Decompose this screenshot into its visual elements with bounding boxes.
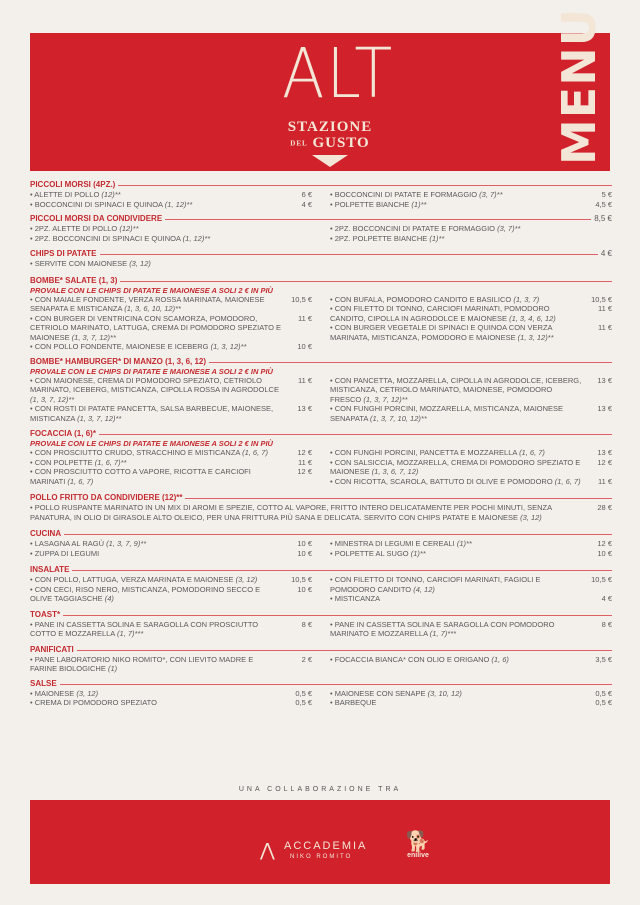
allergen-note: (1)**: [429, 233, 445, 243]
item-label: • BARBEQUE: [330, 698, 377, 707]
section-title: CHIPS DI PATATE: [30, 249, 100, 258]
item-text: [30, 503, 588, 522]
item-text: [30, 190, 288, 200]
logo-del: DEL: [290, 139, 308, 148]
item-price: 28 €: [597, 503, 612, 512]
item-price: 12 €: [297, 448, 312, 457]
item-label: • CON BURGER DI VENTRICINA CON SCAMORZA, POMODORO, CETRIOLO MARINATO, LATTUGA, CREMA DI POMODORO SPEZIATO E MAIONESE: [30, 313, 282, 342]
menu-item: [330, 575, 612, 594]
section-columns: [30, 655, 612, 674]
menu-item: [330, 295, 612, 305]
section-header: [30, 356, 612, 367]
item-label: • PANE IN CASSETTA SOLINA E SARAGOLLA CON PROSCIUTTO COTTO E MOZZARELLA: [30, 619, 259, 638]
item-text: [30, 585, 288, 604]
allergen-note: (1, 12)**: [164, 199, 193, 209]
column-left: [30, 575, 312, 604]
item-price: 4 €: [301, 199, 312, 209]
item-text: [30, 467, 288, 486]
allergen-note: (1, 3, 4, 6, 12): [509, 313, 556, 323]
menu-item: [330, 224, 612, 234]
item-price: 10 €: [297, 539, 312, 548]
section-header: [30, 213, 612, 224]
item-label: • ZUPPA DI LEGUMI: [30, 548, 100, 558]
section-header: [30, 609, 612, 620]
item-text: [30, 689, 288, 699]
column-right: [330, 620, 612, 639]
item-label: • BOCCONCINI DI PATATE E FORMAGGIO: [330, 190, 478, 199]
item-label: • CON BUFALA, POMODORO CANDITO E BASILICO: [330, 294, 512, 304]
footer-banner: [30, 786, 610, 884]
item-price: 11 €: [297, 313, 312, 323]
item-price: 11 €: [597, 476, 612, 486]
section-price: 8,5 €: [591, 213, 612, 224]
allergen-note: (1, 6): [491, 654, 509, 664]
item-text: [30, 620, 288, 639]
column-left: [30, 190, 312, 209]
allergen-note: (3, 12): [129, 259, 151, 268]
menu-item: [330, 304, 612, 323]
item-price: 12 €: [597, 457, 612, 467]
item-label: • 2PZ. BOCCONCINI DI SPINACI E QUINOA: [30, 233, 181, 243]
allergen-note: (1, 3, 12)**: [210, 342, 247, 351]
allergen-note: (1, 7)***: [116, 629, 144, 638]
item-price: 4,5 €: [595, 199, 612, 209]
item-text: [330, 448, 588, 458]
item-label: • FOCACCIA BIANCA* CON OLIO E ORIGANO: [330, 654, 490, 664]
allergen-note: (1, 3, 7, 10, 12)**: [370, 413, 427, 423]
section-columns: [30, 295, 612, 352]
menu-item: [30, 295, 312, 314]
item-label: • BOCCONCINI DI SPINACI E QUINOA: [30, 199, 163, 209]
item-price: 10,5 €: [591, 575, 612, 584]
item-text: [30, 342, 288, 352]
menu-item: [30, 655, 312, 674]
menu-item: [30, 539, 312, 549]
section-price: 4 €: [598, 248, 612, 259]
menu-section: [30, 644, 612, 674]
allergen-note: (1, 3, 6, 7, 12): [371, 467, 419, 476]
promo-text: PROVALE CON LE CHIPS DI PATATE E MAIONESE A SOLI 2 € IN PIÙ: [30, 366, 273, 376]
section-title: FOCACCIA (1, 6)*: [30, 429, 99, 438]
item-price: 10,5 €: [291, 575, 312, 584]
item-price: [588, 224, 612, 234]
menu-item: [330, 689, 612, 699]
item-price: [288, 259, 312, 269]
menu-section: [30, 428, 612, 486]
allergen-note: (1, 3, 12)**: [517, 332, 554, 342]
item-price: 13 €: [297, 404, 312, 413]
promo-text: PROVALE CON LE CHIPS DI PATATE E MAIONESE A SOLI 2 € IN PIÙ: [30, 439, 273, 448]
allergen-note: (3, 12): [520, 512, 542, 522]
item-label: • CREMA DI POMODORO SPEZIATO: [30, 698, 157, 707]
column-left: [30, 295, 312, 352]
section-title: PANIFICATI: [30, 645, 77, 654]
item-price: 10 €: [597, 548, 612, 558]
column-left: [30, 448, 312, 486]
allergen-note: (1)**: [456, 539, 472, 548]
menu-item: [30, 448, 312, 458]
item-price: 10,5 €: [591, 294, 612, 304]
item-price: 4 €: [601, 594, 612, 603]
menu-item: [330, 376, 612, 405]
allergen-note: (4, 12): [413, 584, 435, 594]
item-label: • CON ROSTI DI PATATE PANCETTA, SALSA BARBECUE, MAIONESE, MISTICANZA: [30, 404, 274, 423]
menu-title: MENU: [552, 7, 606, 165]
item-price: 10 €: [297, 342, 312, 351]
accademia-mark-icon: ⋀: [260, 840, 275, 861]
section-title: BOMBE* SALATE (1, 3): [30, 276, 120, 285]
logo-stazione: STAZIONE: [287, 119, 373, 135]
item-text: [30, 224, 288, 234]
item-text: [330, 458, 588, 477]
menu-item: [330, 404, 612, 423]
item-label: • PANE LABORATORIO NIKO ROMITO*, CON LIEVITO MADRE E FARINE BIOLOGICHE: [30, 654, 254, 673]
logo-gusto: GUSTO: [312, 135, 370, 151]
item-text: [30, 234, 288, 244]
column-right: [330, 448, 612, 486]
menu-item: [330, 594, 612, 604]
item-text: [330, 655, 588, 665]
item-label: • ALETTE DI POLLO: [30, 190, 100, 199]
item-label: • CON FILETTO DI TONNO, CARCIOFI MARINATI, POMODORO CANDITO, CIPOLLA IN AGRODOLCE E MAIONESE: [330, 304, 550, 323]
item-label: • CON SALSICCIA, MOZZARELLA, CREMA DI POMODORO SPEZIATO E MAIONESE: [330, 457, 581, 476]
item-price: [288, 224, 312, 234]
item-price: 11 €: [597, 304, 612, 313]
menu-section: [30, 248, 612, 269]
menu-item: [330, 655, 612, 665]
column-right: [330, 376, 612, 424]
allergen-note: (1)**: [411, 199, 427, 209]
item-label: • 2PZ. ALETTE DI POLLO: [30, 224, 118, 233]
menu-item: [30, 458, 312, 468]
menu-content: [30, 174, 612, 708]
menu-section: [30, 678, 612, 708]
column-left: [30, 689, 312, 708]
menu-item: [30, 404, 312, 423]
section-title: POLLO FRITTO DA CONDIVIDERE (12)**: [30, 493, 185, 502]
promo-text: PROVALE CON LE CHIPS DI PATATE E MAIONESE A SOLI 2 € IN PIÙ: [30, 285, 273, 295]
column-left: [30, 620, 312, 639]
menu-item: [330, 539, 612, 549]
item-label: • POLLO RUSPANTE MARINATO IN UN MIX DI AROMI E SPEZIE, COTTO AL VAPORE, FRITTO INTERO DELICATAMENTE PER POCHI MINUTI, SENZA PANATURA, IN OLIO DI GIRASOLE ALTO OLEICO, PER UNA FRITTURA PIÙ SANA E DELICATA. SERVITO CON CHIPS PATATE E MAIONESE: [30, 503, 552, 522]
menu-item: [30, 689, 312, 699]
column-right: [330, 655, 612, 674]
item-price: 8 €: [301, 619, 312, 629]
menu-item: [30, 224, 312, 234]
item-text: [330, 549, 588, 559]
item-label: • PANE IN CASSETTA SOLINA E SARAGOLLA CON POMODORO MARINATO E MOZZARELLA: [330, 619, 555, 638]
allergen-note: (3, 12): [235, 575, 258, 584]
menu-item: [330, 200, 612, 210]
item-label: • CON FUNGHI PORCINI, PANCETTA E MOZZARELLA: [330, 448, 517, 457]
item-price: 11 €: [297, 375, 312, 385]
item-text: [330, 234, 588, 244]
item-text: [330, 404, 588, 423]
logo-triangle-icon: [312, 155, 348, 167]
item-text: [330, 376, 588, 405]
item-label: • MAIONESE CON SENAPE: [330, 688, 426, 698]
section-title: CUCINA: [30, 529, 64, 538]
column-right: [330, 224, 612, 243]
allergen-note: (3, 12): [76, 688, 99, 698]
section-columns: [30, 376, 612, 424]
item-price: 8 €: [601, 619, 612, 629]
menu-section: [30, 356, 612, 424]
section-header: [30, 564, 612, 575]
section-header: [30, 428, 612, 439]
section-header: [30, 275, 612, 286]
allergen-note: (1, 3, 7, 12)**: [77, 413, 122, 423]
item-text: [330, 295, 588, 305]
item-label: • CON PROSCIUTTO CRUDO, STRACCHINO E MISTICANZA: [30, 448, 240, 457]
item-text: [330, 689, 588, 699]
six-legged-dog-icon: 🐕: [405, 829, 431, 853]
item-label: • CON PROSCIUTTO COTTO A VAPORE, RICOTTA E CARCIOFI MARINATI: [30, 467, 251, 486]
item-label: • CON CECI, RISO NERO, MISTICANZA, POMODORINO SECCO E OLIVE TAGGIASCHE: [30, 584, 261, 603]
section-title: PICCOLI MORSI (4PZ.): [30, 180, 118, 189]
item-text: [330, 575, 588, 594]
section-header: [30, 248, 612, 259]
column-left: [30, 259, 312, 269]
item-text: [30, 295, 288, 314]
allergen-note: (3, 7)**: [497, 224, 521, 233]
item-price: 6 €: [301, 190, 312, 199]
section-header: [30, 179, 612, 190]
menu-item: [30, 314, 312, 343]
accademia-name: ACCADEMIA: [284, 840, 368, 852]
enilive-text: enilive: [407, 852, 429, 859]
enilive-logo: [398, 830, 438, 859]
allergen-note: (1, 3, 7): [513, 294, 540, 304]
menu-item: [330, 620, 612, 639]
allergen-note: (1, 7)***: [429, 629, 457, 638]
menu-section: [30, 492, 612, 522]
item-price: 12 €: [297, 467, 312, 476]
item-text: [330, 304, 588, 323]
item-label: • SERVITE CON MAIONESE: [30, 259, 128, 268]
item-text: [30, 575, 288, 585]
section-columns: [30, 539, 612, 558]
item-text: [30, 404, 288, 423]
allergen-note: (1)**: [410, 548, 426, 558]
menu-item: [330, 698, 612, 708]
allergen-note: (1, 3, 7, 9)**: [106, 539, 147, 548]
menu-item: [30, 259, 312, 269]
menu-item: [30, 467, 312, 486]
allergen-note: (1, 6, 7): [554, 476, 581, 486]
item-label: • CON POLLO FONDENTE, MAIONESE E ICEBERG: [30, 342, 209, 351]
item-text: [30, 448, 288, 458]
item-label: • CON MAIONESE, CREMA DI POMODORO SPEZIATO, CETRIOLO MARINATO, ICEBERG, MISTICANZA, CIPOLLA ROSSA IN AGRODOLCE: [30, 375, 279, 394]
column-left: [30, 655, 312, 674]
item-price: 3,5 €: [595, 654, 612, 664]
section-header: [30, 644, 612, 655]
item-label: • CON BURGER VEGETALE DI SPINACI E QUINOA CON VERZA MARINATA, MISTICANZA, POMODORO E MAIONESE: [330, 323, 553, 342]
section-columns: [30, 224, 612, 243]
menu-item: [30, 190, 312, 200]
allergen-note: (1, 6, 7): [519, 448, 545, 457]
item-label: • CON RICOTTA, SCAROLA, BATTUTO DI OLIVE E POMODORO: [330, 476, 553, 486]
allergen-note: (1, 6, 7): [67, 476, 94, 486]
section-columns: [30, 689, 612, 708]
section-title: TOAST*: [30, 610, 63, 619]
allergen-note: (1): [107, 664, 118, 673]
item-text: [330, 620, 588, 639]
item-price: 10,5 €: [291, 294, 312, 304]
item-text: [330, 224, 588, 234]
menu-item: [30, 585, 312, 604]
section-header: [30, 678, 612, 689]
menu-item: [330, 458, 612, 477]
item-price: 5 €: [601, 190, 612, 199]
collab-text: UNA COLLABORAZIONE TRA: [238, 786, 402, 793]
item-label: • CON PANCETTA, MOZZARELLA, CIPOLLA IN AGRODOLCE, ICEBERG, MISTICANZA, CETRIOLO MARINATO, MAIONESE, POMODORO FRESCO: [330, 375, 582, 404]
item-label: • POLPETTE AL SUGO: [330, 548, 409, 558]
niko-romito: NIKO ROMITO: [290, 854, 353, 860]
item-label: • CON FILETTO DI TONNO, CARCIOFI MARINATI, FAGIOLI E POMODORO CANDITO: [330, 575, 541, 594]
item-label: • 2PZ. POLPETTE BIANCHE: [330, 233, 428, 243]
item-text: [330, 539, 588, 549]
item-text: [330, 200, 588, 210]
item-label: • LASAGNA AL RAGÙ: [30, 539, 105, 548]
logo-stazione-del-gusto: [265, 119, 395, 152]
item-price: 0,5 €: [295, 688, 312, 698]
item-price: 0,5 €: [595, 688, 612, 698]
header-banner: [30, 7, 610, 171]
item-text: [330, 323, 588, 342]
menu-item: [330, 323, 612, 342]
menu-item: [30, 503, 612, 522]
menu-item: [30, 376, 312, 405]
item-price: 10 €: [297, 584, 312, 594]
item-price: 13 €: [597, 448, 612, 457]
section-title: INSALATE: [30, 565, 72, 574]
allergen-note: (3, 10, 12): [427, 688, 462, 698]
menu-section: [30, 275, 612, 352]
item-price: [588, 234, 612, 244]
allergen-note: (4): [104, 594, 114, 603]
menu-section: [30, 528, 612, 558]
item-text: [30, 655, 288, 674]
menu-item: [330, 190, 612, 200]
allergen-note: (1, 6, 7): [242, 448, 268, 457]
item-label: • POLPETTE BIANCHE: [330, 199, 410, 209]
section-title: BOMBE* HAMBURGER* DI MANZO (1, 3, 6, 12): [30, 357, 209, 366]
allergen-note: (1, 3, 7, 12)**: [71, 332, 116, 342]
item-price: 11 €: [597, 323, 612, 332]
section-columns: [30, 575, 612, 604]
menu-item: [330, 448, 612, 458]
item-price: 13 €: [597, 404, 612, 413]
column-right: [330, 575, 612, 604]
item-text: [30, 376, 288, 405]
item-text: [330, 594, 588, 604]
column-left: [30, 376, 312, 424]
item-price: 10 €: [297, 548, 312, 558]
item-label: • MINESTRA DI LEGUMI E CEREALI: [330, 539, 455, 548]
menu-item: [30, 620, 312, 639]
allergen-note: (1, 3, 7, 12)**: [363, 394, 408, 404]
item-text: [30, 314, 288, 343]
item-text: [330, 477, 588, 487]
item-label: • CON MAIALE FONDENTE, VERZA ROSSA MARINATA, MAIONESE SENAPATA E MISTICANZA: [30, 294, 265, 313]
menu-item: [30, 575, 312, 585]
logo-alt: ALT: [282, 33, 395, 114]
item-label: • MAIONESE: [30, 688, 75, 698]
column-right: [330, 689, 612, 708]
allergen-note: (3, 7)**: [479, 190, 503, 199]
column-right: [330, 190, 612, 209]
section-header: [30, 528, 612, 539]
item-price: 12 €: [597, 539, 612, 548]
section-columns: [30, 259, 612, 269]
menu-section: [30, 564, 612, 604]
item-label: • MISTICANZA: [330, 594, 381, 603]
column-left: [30, 539, 312, 558]
section-columns: [30, 448, 612, 486]
item-text: [30, 259, 288, 269]
section-columns: [30, 620, 612, 639]
menu-item: [330, 234, 612, 244]
menu-item: [330, 477, 612, 487]
item-price: 0,5 €: [595, 698, 612, 707]
menu-section: [30, 213, 612, 243]
allergen-note: (12)**: [119, 224, 139, 233]
item-price: 2 €: [301, 654, 312, 664]
item-price: 11 €: [297, 457, 312, 467]
column-right: [330, 259, 612, 269]
column-right: [330, 295, 612, 352]
menu-item: [30, 234, 312, 244]
section-columns: [30, 190, 612, 209]
item-text: [30, 549, 288, 559]
column-left: [30, 224, 312, 243]
menu-item: [30, 342, 312, 352]
item-text: [30, 539, 288, 549]
allergen-note: (1, 6, 7)**: [94, 457, 127, 467]
item-price: [288, 234, 312, 244]
section-header: [30, 492, 612, 503]
column-right: [330, 539, 612, 558]
menu-item: [30, 200, 312, 210]
item-text: [30, 200, 288, 210]
item-text: [30, 698, 288, 708]
menu-item: [330, 549, 612, 559]
section-title: SALSE: [30, 679, 60, 688]
item-price: 13 €: [597, 375, 612, 385]
allergen-note: (1, 12)**: [182, 233, 211, 243]
item-label: • CON POLLO, LATTUGA, VERZA MARINATA E MAIONESE: [30, 575, 234, 584]
menu-section: [30, 609, 612, 639]
allergen-note: (12)**: [101, 190, 121, 199]
section-title: PICCOLI MORSI DA CONDIVIDERE: [30, 214, 165, 223]
item-price: 0,5 €: [295, 698, 312, 707]
item-label: • CON FUNGHI PORCINI, MOZZARELLA, MISTICANZA, MAIONESE SENAPATA: [330, 404, 564, 423]
allergen-note: (1, 3, 7, 12)**: [30, 394, 75, 404]
menu-item: [30, 698, 312, 708]
menu-section: [30, 179, 612, 209]
item-text: [330, 698, 588, 708]
menu-item: [30, 549, 312, 559]
allergen-note: (1, 3, 6, 10, 12)**: [124, 304, 181, 313]
item-label: • 2PZ. BOCCONCINI DI PATATE E FORMAGGIO: [330, 224, 495, 233]
item-text: [330, 190, 588, 200]
item-text: [30, 458, 288, 468]
item-label: • CON POLPETTE: [30, 457, 93, 467]
